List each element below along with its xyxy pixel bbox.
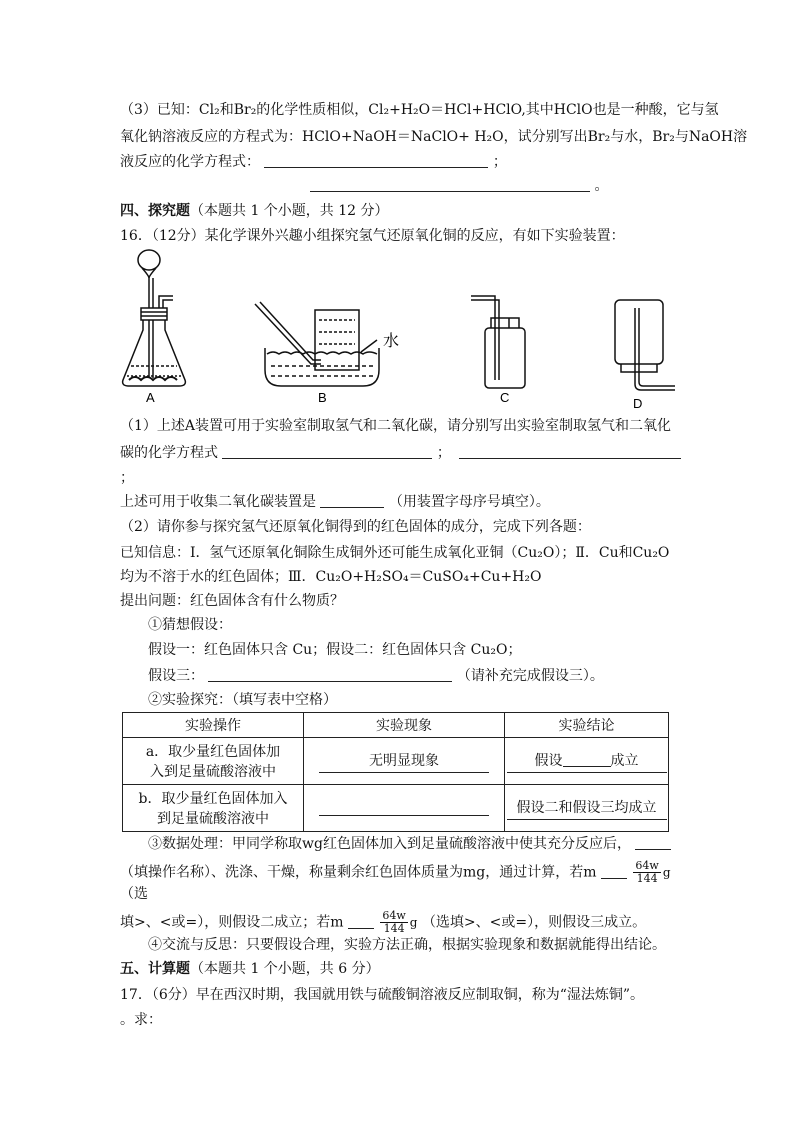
answer-blank-co2-equation[interactable] xyxy=(459,444,681,459)
answer-blank-row2-phenomenon[interactable] xyxy=(319,797,489,816)
q17-line2: 。求： xyxy=(120,1012,162,1028)
fraction-2-num: 64w xyxy=(382,909,406,922)
q16-p1-semicolon: ； xyxy=(436,445,451,461)
row1-phenomenon-text: 无明显现象 xyxy=(319,750,489,773)
table-header-operation: 实验操作 xyxy=(123,713,304,738)
q15-3-line3-text: 液反应的化学方程式： xyxy=(120,154,260,170)
answer-blank-h2-equation[interactable] xyxy=(222,444,432,459)
fraction-2-den: 144 xyxy=(383,922,405,935)
answer-blank-compare-2[interactable] xyxy=(348,914,374,929)
answer-blank-hypothesis-number[interactable] xyxy=(563,752,611,767)
experiment-table xyxy=(122,712,669,832)
answer-blank-compare-1[interactable] xyxy=(601,864,627,879)
fraction-1-den: 144 xyxy=(636,872,658,885)
q16-stem: 16．（12分）某化学课外兴趣小组探究氢气还原氧化铜的反应，有如下实验装置： xyxy=(120,228,625,244)
data-line4b: （选填>、<或=），则假设三成立。 xyxy=(421,914,647,931)
row1-phenomenon xyxy=(304,738,505,785)
q17-stem: 17．（6分）早在西汉时期，我国就用铁与硫酸铜溶液反应制取铜，称为“湿法炼铜”。 xyxy=(120,987,645,1003)
row2-op-line2: 到足量硫酸溶液中 xyxy=(157,811,269,827)
guess-1-2: 假设一：红色固体只含 Cu；假设二：红色固体只含 Cu₂O； xyxy=(148,642,522,658)
data-line1 xyxy=(148,834,671,854)
apparatus-figure xyxy=(115,248,675,408)
table-row xyxy=(123,785,669,832)
section5-title: 五、计算题 xyxy=(120,961,190,977)
q16-p1-line4 xyxy=(120,492,550,512)
table-header-conclusion: 实验结论 xyxy=(505,713,669,738)
row2-operation xyxy=(123,785,304,832)
row2-phenomenon[interactable] xyxy=(304,785,505,832)
answer-blank-br2-water[interactable] xyxy=(264,153,488,168)
answer-blank-br2-naoh[interactable] xyxy=(310,177,590,192)
q16-p2-line3: 均为不溶于水的红色固体；Ⅲ．Cu₂O+H₂SO₄＝CuSO₄+Cu+H₂O xyxy=(120,569,542,585)
section5-header xyxy=(120,959,380,979)
q16-p1-line4a: 上述可用于收集二氧化碳装置是 xyxy=(120,494,316,510)
q16-p1-line3: ； xyxy=(120,470,134,486)
q15-3-line4 xyxy=(310,176,608,196)
q16-p2-line4: 提出问题：红色固体含有什么物质？ xyxy=(120,593,344,609)
apparatus-a xyxy=(123,250,186,386)
guess-3 xyxy=(148,666,604,686)
guess-title: ①猜想假设： xyxy=(148,617,232,633)
section4-header xyxy=(120,201,389,221)
section5-note: （本题共 1 个小题，共 6 分） xyxy=(190,961,380,977)
apparatus-label-a: A xyxy=(146,390,155,405)
q16-p1-line2 xyxy=(120,443,681,463)
data-line2-text: （填操作名称）、洗涤、干燥，称量剩余红色固体质量为mg，通过计算，若m xyxy=(120,864,597,881)
fraction-1-num: 64w xyxy=(635,859,659,872)
q16-p2-line2: 已知信息：Ⅰ．氢气还原氧化铜除生成铜外还可能生成氧化亚铜（Cu₂O）；Ⅱ．Cu和Cu₂O xyxy=(120,545,670,561)
data-line3: （选 xyxy=(120,886,148,902)
row2-conclusion-text: 假设二和假设三均成立 xyxy=(507,797,667,820)
q15-3-semicolon: ； xyxy=(492,154,507,170)
data-line4 xyxy=(120,910,646,935)
q15-3-line3 xyxy=(120,152,507,172)
q16-p1-line4b: （用装置字母序号填空）。 xyxy=(388,494,550,510)
apparatus-c xyxy=(471,296,525,388)
table-row xyxy=(123,738,669,785)
q16-p1-line1: （1）上述A装置可用于实验室制取氢气和二氧化碳，请分别写出实验室制取氢气和二氧化 xyxy=(120,418,672,434)
fraction-2 xyxy=(380,910,407,935)
water-label: 水 xyxy=(383,331,400,350)
answer-blank-hypothesis-3[interactable] xyxy=(208,667,452,682)
section4-title: 四、探究题 xyxy=(120,203,190,219)
row2-conclusion xyxy=(505,785,669,832)
apparatus-label-c: C xyxy=(500,390,510,405)
data-line4a: 填>、<或=），则假设二成立；若m xyxy=(120,914,344,931)
answer-blank-operation-name[interactable] xyxy=(635,835,671,850)
reflect-line: ④交流与反思：只要假设合理，实验方法正确，根据实验现象和数据就能得出结论。 xyxy=(148,937,666,953)
q16-p1-line2-text: 碳的化学方程式 xyxy=(120,445,218,461)
row1-operation xyxy=(123,738,304,785)
q15-3-line2: 氧化钠溶液反应的方程式为：HClO+NaOH＝NaClO+ H₂O，试分别写出Br₂与水，Br₂与NaOH溶 xyxy=(120,129,748,145)
apparatus-d xyxy=(615,300,675,390)
apparatus-label-b: B xyxy=(318,390,327,405)
fraction-1 xyxy=(633,860,660,885)
row1-op-line1: a．取少量红色固体加 xyxy=(145,744,281,760)
data-line2 xyxy=(120,860,671,885)
row1-conclusion-a: 假设 xyxy=(534,752,563,769)
answer-blank-co2-collector[interactable] xyxy=(320,493,384,508)
guess-3-label: 假设三： xyxy=(148,668,204,684)
q16-p2-line1: （2）请你参与探究氢气还原氧化铜得到的红色固体的成分，完成下列各题： xyxy=(120,519,591,535)
table-header-row xyxy=(123,713,669,738)
row1-op-line2: 入到足量硫酸溶液中 xyxy=(150,764,276,780)
row1-conclusion xyxy=(505,738,669,785)
apparatus-b xyxy=(255,302,379,386)
table-header-phenomenon: 实验现象 xyxy=(304,713,505,738)
q15-3-period: 。 xyxy=(594,178,609,194)
guess-3-hint: （请补充完成假设三）。 xyxy=(456,668,604,684)
row1-conclusion-b: 成立 xyxy=(610,752,639,769)
data-line1-text: ③数据处理：甲同学称取wg红色固体加入到足量硫酸溶液中使其充分反应后， xyxy=(148,836,631,852)
row1-conclusion-line xyxy=(507,750,667,773)
explore-title: ②实验探究：（填写表中空格） xyxy=(148,692,337,708)
q15-3-line1: （3）已知：Cl₂和Br₂的化学性质相似，Cl₂+H₂O＝HCl+HClO,其中HClO也是一种酸，它与氢 xyxy=(120,102,719,118)
fraction-2-unit: g xyxy=(409,915,418,930)
apparatus-label-d: D xyxy=(633,396,643,408)
fraction-1-unit: g xyxy=(662,865,671,880)
row2-op-line1: b．取少量红色固体加入 xyxy=(138,791,288,807)
section4-note: （本题共 1 个小题，共 12 分） xyxy=(190,203,389,219)
